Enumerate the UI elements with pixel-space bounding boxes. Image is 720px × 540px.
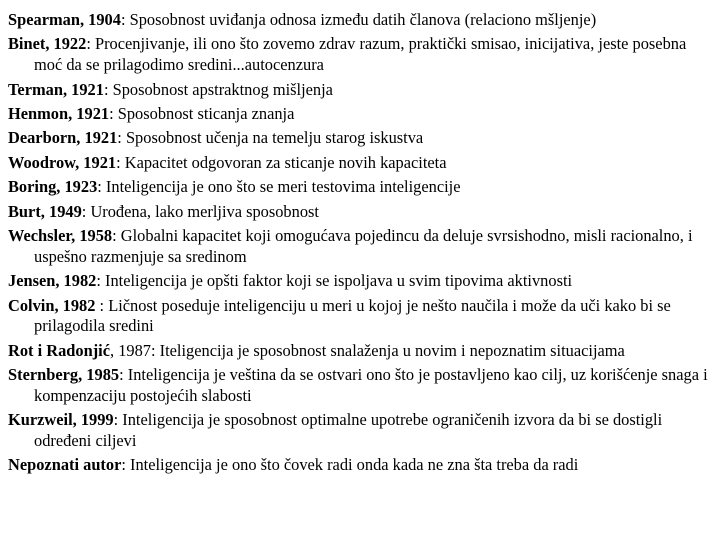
definition-text: Iteligencija je sposobnost snalaženja u novim i nepoznatim situacijama	[159, 340, 625, 360]
author-name: Spearman	[8, 10, 80, 29]
definition-text: Inteligencija je sposobnost optimalne upotrebe ograničenih izvora da bi se dostigli određeni ciljevi	[34, 410, 663, 451]
definition-item	[8, 34, 712, 76]
definition-text: Sposobnost sticanja znanja	[117, 103, 295, 123]
definition-separator: :	[117, 128, 126, 148]
definition-author	[8, 104, 109, 123]
author-name: Colvin	[8, 295, 55, 315]
author-name: Burt	[8, 201, 41, 221]
definition-author	[8, 455, 121, 474]
definition-separator: :	[120, 10, 130, 29]
definition-item	[8, 455, 712, 476]
definition-item	[8, 365, 712, 407]
definition-separator: :	[113, 410, 123, 430]
author-year: , 1982	[55, 271, 97, 291]
definition-text: Procenjivanje, ili ono što zovemo zdrav razum, praktički smisao, inicijativa, jeste posebna moć da se prilagodimo sredini...autocenzura	[34, 34, 687, 75]
definition-author	[8, 202, 82, 221]
author-year: , 1922	[45, 34, 87, 54]
author-name: Woodrow	[8, 152, 76, 172]
definition-item	[8, 202, 712, 223]
definition-text: Kapacitet odgovoran za sticanje novih kapaciteta	[124, 152, 447, 172]
definition-item	[8, 271, 712, 292]
author-name: Henmon	[8, 103, 69, 123]
definition-separator: :	[97, 177, 106, 197]
author-year-plain: , 1987	[110, 340, 151, 360]
author-year: , 1982	[54, 295, 96, 315]
definition-text: Inteligencija je opšti faktor koji se ispoljava u svim tipovima aktivnosti	[105, 271, 573, 291]
author-name: Terman	[8, 79, 63, 99]
definition-item	[8, 296, 712, 338]
definition-separator: :	[81, 201, 91, 221]
definition-item	[8, 128, 712, 149]
definition-author	[8, 153, 116, 172]
definition-author	[8, 177, 97, 196]
definition-author	[8, 128, 117, 147]
definition-author	[8, 365, 119, 384]
definition-item	[8, 177, 712, 198]
definition-item	[8, 10, 712, 31]
author-name: Boring	[8, 177, 57, 197]
author-year: , 1921	[76, 128, 118, 148]
author-year: , 1958	[71, 225, 113, 245]
definition-text: Sposobnost apstraktnog mišljenja	[112, 79, 333, 99]
definition-item	[8, 341, 712, 362]
author-name: Kurzweil	[8, 410, 73, 430]
author-year: , 1949	[40, 201, 82, 221]
definition-author	[8, 226, 112, 245]
definition-author	[8, 341, 110, 360]
definition-separator: :	[150, 340, 160, 360]
definition-separator: :	[95, 295, 109, 315]
definition-separator: :	[103, 79, 113, 99]
author-year: , 1921	[68, 103, 110, 123]
author-name: Jensen	[8, 271, 56, 291]
definition-author	[8, 410, 114, 429]
definition-separator: :	[121, 455, 131, 475]
definition-author	[8, 296, 95, 315]
definition-text: Ličnost poseduje inteligenciju u meri u kojoj je nešto naučila i može da uči kako bi se prilagodila sredini	[34, 295, 671, 336]
definition-separator: :	[96, 271, 105, 291]
definition-text: Globalni kapacitet koji omogućava pojedincu da deluje svrsishodno, misli racionalno, i uspešno razmenjuje sa sredinom	[34, 225, 693, 266]
author-year: , 1921	[75, 152, 117, 172]
definition-item	[8, 226, 712, 268]
definition-separator: :	[119, 365, 128, 385]
definition-item	[8, 410, 712, 452]
author-name: Nepoznati autor	[8, 455, 122, 475]
author-name: Binet	[8, 34, 46, 54]
definition-text: Inteligencija je ono što se meri testovima inteligencije	[105, 177, 461, 197]
author-name: Wechsler	[8, 225, 72, 245]
definition-text: Inteligencija je veština da se ostvari ono što je postavljeno kao cilj, uz korišćenje snaga i kompenzaciju postojećih slabosti	[34, 365, 708, 405]
definition-author	[8, 34, 86, 53]
author-year: , 1923	[56, 177, 98, 197]
definition-separator: :	[116, 152, 125, 172]
intelligence-definitions-list	[8, 10, 712, 480]
definition-item	[8, 80, 712, 101]
definition-text: Sposobnost uviđanja odnosa između datih članova (relaciono mšljenje)	[129, 10, 597, 29]
author-name: Sternberg	[8, 365, 79, 385]
definition-text: Urođena, lako merljiva sposobnost	[90, 201, 319, 221]
definition-item	[8, 153, 712, 174]
definition-author	[8, 10, 121, 29]
definition-separator: :	[86, 34, 95, 54]
definition-item	[8, 104, 712, 125]
definition-separator: :	[109, 103, 118, 123]
author-name: Dearborn	[8, 128, 77, 148]
definition-text: Inteligencija je ono što čovek radi onda kada ne zna šta treba da radi	[130, 455, 579, 475]
author-name: Rot i Radonjić	[8, 340, 110, 360]
definition-text: Sposobnost učenja na temelju starog iskustva	[125, 128, 424, 148]
definition-author	[8, 271, 96, 290]
author-year: , 1985	[78, 365, 120, 385]
definition-author	[8, 80, 104, 99]
author-year: , 1921	[62, 79, 104, 99]
definition-separator: :	[112, 225, 121, 245]
author-year: , 1904	[79, 10, 121, 29]
author-year: , 1999	[72, 410, 114, 430]
